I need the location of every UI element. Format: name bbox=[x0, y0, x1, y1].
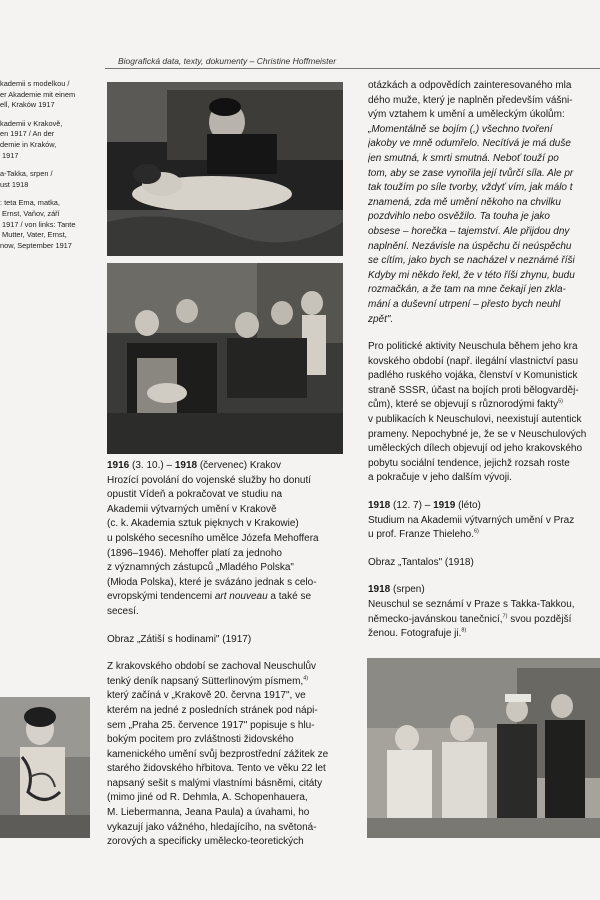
quote-line: tak toužím po síle tvorby, vždyť vím, jak málo t bbox=[368, 182, 573, 194]
running-header: Biografická data, texty, dokumenty – Christine Hoffmeister bbox=[118, 56, 337, 66]
caption-3: a-Takka, srpen / ust 1918 bbox=[0, 169, 53, 189]
footnote-ref: 7) bbox=[502, 613, 508, 620]
text-line: padlého ruského vojáka, členství v Komunistick bbox=[368, 370, 578, 382]
header-rule bbox=[105, 68, 600, 69]
artwork-zatisi: Obraz „Zátiší s hodinami" (1917) bbox=[107, 633, 252, 645]
text-line: straně SSSR, účast na bojích proti bělogvarděj- bbox=[368, 384, 579, 396]
photo-academy-group bbox=[107, 263, 343, 454]
text-line: u prof. Franze Thieleho.$^{6)}$ bbox=[368, 528, 479, 541]
caption-4: : teta Ema, matka, Ernst, Vaňov, září 1917 / von links: Tante Mutter, Vater, Ernst, now, September 1917 bbox=[0, 198, 76, 250]
footnote-ref: 5) bbox=[558, 399, 563, 406]
text-line: pobytu sociální tendence, jejichž rozsah roste bbox=[368, 457, 570, 469]
text-line: tenký deník napsaný Sütterlinovým písmem,$^{4)}$ bbox=[107, 675, 309, 687]
quote-line: se cítím, jako bych se nacházel v neznámé říši bbox=[368, 255, 575, 267]
text-line: Z krakovského období se zachoval Neuschulův bbox=[107, 661, 317, 673]
text-line: ženou. Fotografuje ji.$^{8)}$ bbox=[368, 627, 467, 640]
middle-column bbox=[107, 459, 347, 850]
text-line: evropskými tendencemi art nouveau a také se bbox=[107, 591, 312, 603]
text-line: zorových a specificky umělecko-teoretických bbox=[107, 836, 304, 848]
quote-line: „Momentálně se bojím (,) všechno tvoření bbox=[368, 123, 553, 135]
entry-1918-heading: 1918 (12. 7) – 1919 (léto) bbox=[368, 500, 481, 512]
footnote-ref: 4) bbox=[303, 675, 309, 682]
right-column bbox=[368, 79, 600, 642]
text-line: Hrozící povolání do vojenské služby ho donutí bbox=[107, 474, 312, 486]
text-line: (1896–1946). Mehoffer platí za jednoho bbox=[107, 547, 282, 559]
artwork-tantalos: Obraz „Tantalos" (1918) bbox=[368, 556, 474, 568]
text-line: kamenického umění svůj bezprostřední zážitek ze bbox=[107, 748, 329, 760]
quote-line: rozmačkán, a že tam na mne čekají jen zkla- bbox=[368, 284, 566, 296]
caption-1: kademii s modelkou / er Akademie mit einem ell, Kraków 1917 bbox=[0, 79, 76, 110]
text-line: (c. k. Akademia sztuk pięknych v Krakowie) bbox=[107, 518, 299, 530]
text-line: u polského secesního umělce Józefa Mehoffera bbox=[107, 532, 319, 544]
photo-takka-takka bbox=[0, 697, 90, 838]
text-line: opustit Vídeň a pokračovat ve studiu na bbox=[107, 489, 283, 501]
text-line: v publikacích k Neuschulovi, neexistují autentick bbox=[368, 414, 582, 426]
text-line: starého židovského hřbitova. Tento ve věku 22 let bbox=[107, 763, 326, 775]
text-line: vým vztahem k umění a uměleckým úkolům: bbox=[368, 109, 565, 121]
photo-captions bbox=[0, 79, 104, 259]
text-line: kterém na jedné z posledních stránek pod nápi- bbox=[107, 704, 318, 716]
text-line: prameny. Nepochybné je, že se v Neuschulových bbox=[368, 428, 587, 440]
footnote-ref: 6) bbox=[474, 528, 479, 535]
quote-line: znamená, zda mě umění někoho na chvilku bbox=[368, 196, 561, 208]
quote-line: tom, aby se zase vynořila její tvůrčí síla. Ale pr bbox=[368, 167, 574, 179]
photo-academy-model bbox=[107, 82, 343, 256]
text-line: Neuschul se seznámí v Praze s Takka-Takkou, bbox=[368, 599, 575, 610]
quote-line: obsese – horečka – tajemství. Ale přijdou dny bbox=[368, 225, 570, 237]
entry-1916-heading: 1916 (3. 10.) – 1918 (červenec) Krakov bbox=[107, 460, 281, 471]
text-line: Studium na Akademii výtvarných umění v Praz bbox=[368, 514, 575, 526]
text-line: cům), které se objevují s různorodými fakty$^{5)}$ bbox=[368, 399, 563, 411]
text-line: německo-javánskou tanečnicí,$^{7)}$ svou pozdější bbox=[368, 613, 572, 625]
text-line: kovského období (např. ilegální vlastnictví pasu bbox=[368, 355, 579, 367]
photo-family-group bbox=[367, 658, 600, 838]
text-line: otázkách a odpovědích zainteresovaného mla bbox=[368, 80, 572, 91]
footnote-ref: 8) bbox=[461, 627, 467, 634]
quote-line: naplnění. Nezávisle na úspěchu či neúspěchu bbox=[368, 240, 572, 252]
entry-1918-srpen-heading: 1918 (srpen) bbox=[368, 584, 425, 596]
text-line: secesí. bbox=[107, 605, 139, 617]
text-line: bokým pocitem pro zvláštnosti židovského bbox=[107, 734, 294, 746]
text-line: a pokračuje v jeho dalším vývoji. bbox=[368, 472, 512, 484]
quote-line: jen smutná, k smrti smutná. Neboť touží po bbox=[368, 152, 559, 164]
quote-line: zpět". bbox=[368, 313, 394, 325]
quote-line: mání a duševní utrpení – přesto bych neuhl bbox=[368, 298, 561, 310]
quote-line: pozdvihlo nebo osvěžilo. Ta touha je jako bbox=[368, 211, 550, 223]
text-line: Akademii výtvarných umění v Krakově bbox=[107, 503, 277, 515]
quote-line: Kdyby mi někdo řekl, že v této říši zhynu, budu bbox=[368, 269, 575, 281]
text-line: (Młoda Polska), které je svázáno jednak s celo- bbox=[107, 576, 317, 588]
text-line: který začíná v „Krakově 20. června 1917", ve bbox=[107, 690, 306, 702]
text-line: vykazují jako vážného, hledajícího, na světoná- bbox=[107, 821, 317, 833]
text-line: napsaný sešit s malými vlastními básněmi, citáty bbox=[107, 777, 323, 789]
caption-2: kademii v Krakově, en 1917 / An der demie in Kraków, 1917 bbox=[0, 118, 63, 160]
quote-line: jakoby ve mně odumřelo. Necítívá je má duše bbox=[368, 138, 571, 150]
text-line: Pro politické aktivity Neuschula během jeho kra bbox=[368, 341, 578, 353]
text-line: (mimo jiné od R. Dehmla, A. Schopenhauera, bbox=[107, 792, 308, 804]
text-line: M. Liebermanna, Jeana Paula) a úvahami, ho bbox=[107, 807, 310, 819]
text-line: z významných zástupců „Mladého Polska" bbox=[107, 562, 294, 574]
text-line: uměleckých dílech objevují od jeho krakovského bbox=[368, 443, 583, 455]
text-line: sem „Praha 25. července 1917" popisuje s hlu- bbox=[107, 719, 315, 731]
text-line: dého muže, který je naplněn především vášni- bbox=[368, 94, 573, 106]
